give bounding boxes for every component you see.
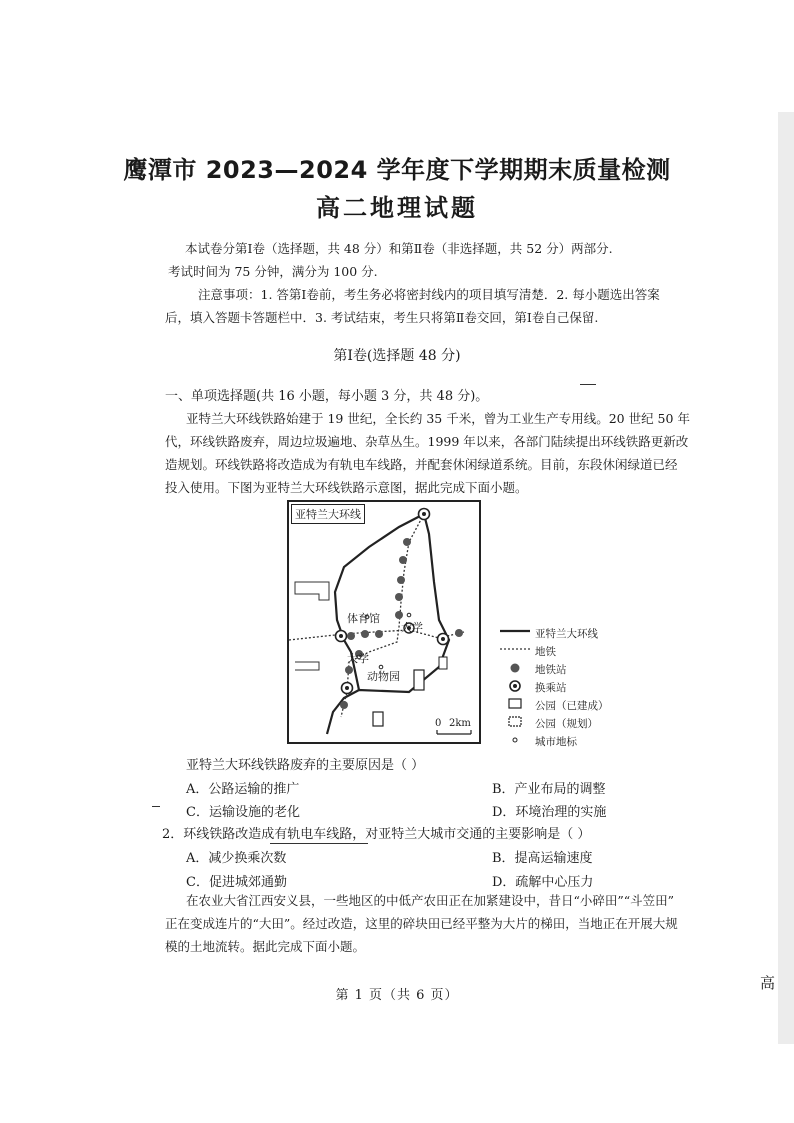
university-label-2: 大学 (347, 652, 369, 665)
q2-stem: 2．环线铁路改造成有轨电车线路，对亚特兰大城市交通的主要影响是（ ） (162, 827, 591, 842)
underline-mark (270, 843, 368, 844)
q2-option-c: C．促进城郊通勤 (186, 875, 287, 890)
q1-option-a: A．公路运输的推广 (186, 782, 300, 797)
metro-symbol (500, 644, 530, 654)
notice-line-2: 后，填入答题卡答题栏中．3. 考试结束，考生只将第Ⅱ卷交回，第Ⅰ卷自己保留. (165, 310, 599, 325)
part1-heading: 一、单项选择题(共 16 小题，每小题 3 分，共 48 分)。 (165, 389, 489, 404)
transfer-station-icon (500, 680, 530, 692)
passage1-line-3: 造规划。环线铁路将改造成为有轨电车线路，并配套休闲绿道系统。目前，东段休闲绿道已经 (165, 457, 678, 472)
map-drawing (289, 502, 479, 742)
scale-zero: 0 (435, 718, 442, 729)
scale-unit: 2km (449, 718, 471, 729)
exam-subtitle: 高二地理试题 (316, 194, 478, 222)
university-label-1: 大学 (401, 621, 423, 634)
scan-edge-strip (778, 112, 794, 1044)
passage2-line-1: 在农业大省江西安义县，一些地区的中低产农田正在加紧建设中，昔日“小碎田”“斗笠田” (186, 893, 675, 908)
q2-option-b: B．提高运输速度 (492, 851, 593, 866)
atlanta-beltline-map (287, 500, 481, 744)
ring-rail-symbol (500, 626, 530, 636)
pen-mark (152, 806, 160, 807)
passage1-line-1: 亚特兰大环线铁路始建于 19 世纪，全长约 35 千米，曾为工业生产专用线。20 世纪 50 年 (186, 411, 690, 426)
passage2-line-2: 正在变成连片的“大田”。经过改造，这里的碎块田已经平整为大片的梯田，当地正在开展大规 (165, 916, 678, 931)
exam-page: 高 鹰潭市 2023—2024 学年度下学期期末质量检测 高二地理试题 本试卷分第Ⅰ卷（选择题，共 48 分）和第Ⅱ卷（非选择题，共 52 分）两部分. 考试时间为 75 分钟，满分为 100 分. 注意事项：1. 答第Ⅰ卷前，考生务必将密封线内的项目填写清楚．2. 每小题选出答案 后，填入答题卡答题栏中．3. 考试结束，考生只将第Ⅱ卷交回，第Ⅰ卷自己保留. 第Ⅰ卷(选择题 48 分) 一、单项选择题(共 16 小题，每小题 3 分，共 48 分)。 亚特兰大环线铁路始建于 19 世纪，全长约 35 千米，曾为工业生产专用线。20 世纪 50 年 代，环线铁路废弃，周边垃圾遍地、杂草丛生。1999 年以来，各部门陆续提出环线铁路更新改 造规划。环线铁路将改造成为有轨电车线路，并配套休闲绿道系统。目前，东段休闲绿道已经 投入使用。下图为亚特兰大环线铁路示意图，据此完成下面小题。 亚特兰大环线 体育馆 大学 大学 动物园 0 2km 亚特兰大环线 地铁 地铁站 换乘站 公园（已建成） 公园（规划） 城市地标 亚特兰大环线铁路废弃的主要原因是（ ） A．公路运输的推广 B．产业布局的调整 C．运输设施的老化 D．环境治理的实施 2．环线铁路改造成有轨电车线路，对亚特兰大城市交通的主要影响是（ ） A．减少换乘次数 B．提高运输速度 C．促进城郊通勤 D．疏解中心压力 在农业大省江西安义县，一些地区的中低产农田正在加紧建设中，昔日“小碎田”“斗笠田” 正在变成连片的“大田”。经过改造，这里的碎块田已经平整为大片的梯田，当地正在开展大规 模的土地流转。据此完成下面小题。 第 1 页（共 6 页） (0, 0, 794, 1123)
park-planned-icon (500, 716, 530, 728)
q1-option-c: C．运输设施的老化 (186, 805, 300, 820)
page-footer: 第 1 页（共 6 页） (335, 988, 459, 1003)
intro-line-2: 考试时间为 75 分钟，满分为 100 分. (168, 264, 378, 279)
q1-option-b: B．产业布局的调整 (492, 782, 606, 797)
q2-option-d: D．疏解中心压力 (492, 875, 594, 890)
adjacent-page-char: 高 (760, 974, 776, 992)
notice-line-1: 注意事项：1. 答第Ⅰ卷前，考生务必将密封线内的项目填写清楚．2. 每小题选出答案 (198, 287, 660, 302)
passage1-line-4: 投入使用。下图为亚特兰大环线铁路示意图，据此完成下面小题。 (165, 480, 528, 495)
intro-line-1: 本试卷分第Ⅰ卷（选择题，共 48 分）和第Ⅱ卷（非选择题，共 52 分）两部分. (185, 241, 613, 256)
exam-title: 鹰潭市 2023—2024 学年度下学期期末质量检测 (123, 156, 671, 184)
passage2-line-3: 模的土地流转。据此完成下面小题。 (165, 939, 366, 954)
passage1-line-2: 代，环线铁路废弃，周边垃圾遍地、杂草丛生。1999 年以来，各部门陆续提出环线铁路更新改 (165, 434, 689, 449)
pen-mark (580, 384, 596, 385)
q2-option-a: A．减少换乘次数 (186, 851, 287, 866)
q1-stem: 亚特兰大环线铁路废弃的主要原因是（ ） (186, 758, 425, 773)
landmark-icon (500, 734, 530, 746)
gym-label: 体育馆 (347, 612, 380, 625)
map-title: 亚特兰大环线 (291, 504, 365, 524)
metro-station-icon (500, 662, 530, 674)
section-title: 第Ⅰ卷(选择题 48 分) (333, 348, 461, 364)
q1-option-d: D．环境治理的实施 (492, 805, 607, 820)
zoo-label: 动物园 (367, 670, 400, 683)
park-built-icon (500, 698, 530, 710)
